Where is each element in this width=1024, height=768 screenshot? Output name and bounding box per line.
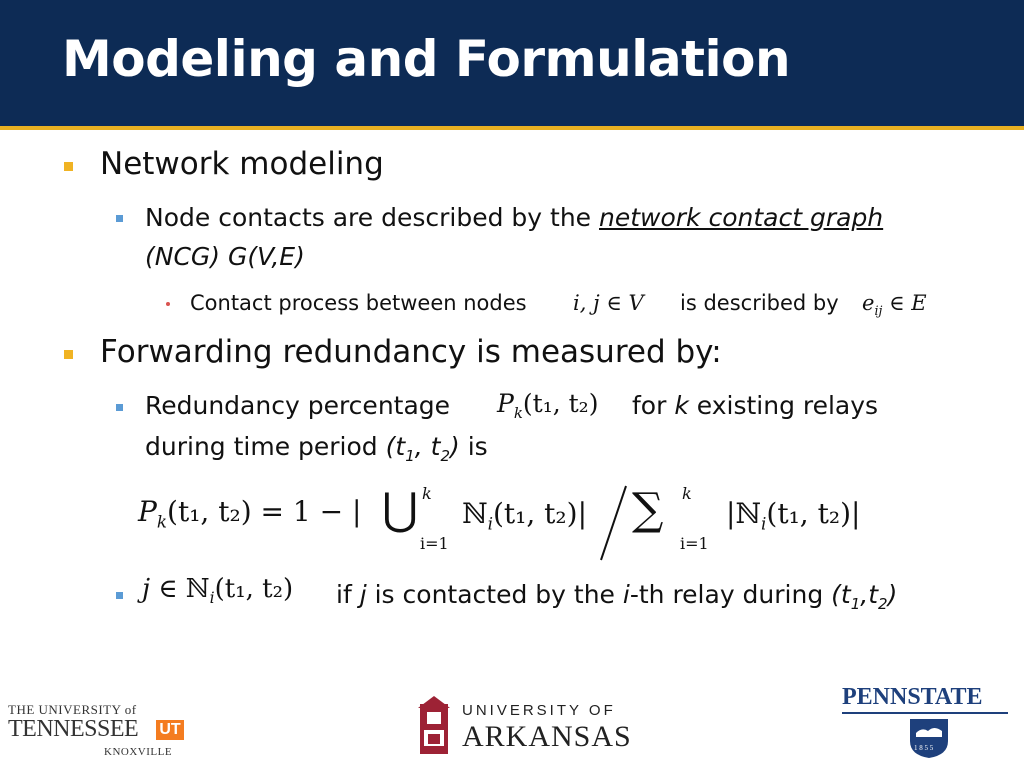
bullet-marker-l1 (64, 162, 73, 171)
sum-lower-limit: i=1 (680, 534, 709, 553)
described-by-text: is described by (680, 291, 839, 315)
math-pk: $P_k(t_1$, t₂) (497, 389, 599, 422)
university-of-arkansas-logo: UNIVERSITY OF ARKANSAS (414, 694, 644, 760)
redundancy-percentage-text: Redundancy percentage (145, 391, 451, 420)
bullet-marker-l1 (64, 350, 73, 359)
sum-symbol: ∑ (632, 484, 664, 535)
title-underline (0, 126, 1024, 130)
union-upper-limit: k (422, 484, 432, 503)
bullet-node-contacts (145, 203, 883, 232)
bullet-marker-l2 (116, 215, 123, 222)
bullet-marker-l2 (116, 592, 123, 599)
relay-contact-text: if j is contacted by the i-th relay during $(t_1,t_2)$ (336, 580, 898, 613)
slide-title: Modeling and Formulation (62, 30, 791, 88)
contact-process-text: Contact process between nodes (190, 291, 527, 315)
bullet-network-modeling: Network modeling (100, 146, 384, 182)
node-contacts-text: Node contacts are described by the (145, 203, 592, 232)
math-ij-in-v: i, j ∈ V (573, 291, 644, 315)
math-eij-in-e: $e_{ij}$ ∈ E (862, 291, 927, 319)
redundancy-formula: $P_k(t_1$, t₂) = 1 − | (138, 495, 362, 532)
math-j-in-ni: j ∈ ℕ$_i$(t₁, t₂) (142, 574, 294, 608)
penn-state-logo: PENNSTATE 1 8 5 5 (842, 684, 1012, 760)
bullet-marker-l2 (116, 404, 123, 411)
union-term: ℕ$_i$(t₁, t₂)| (462, 497, 588, 534)
university-of-tennessee-logo: THE UNIVERSITY of TENNESSEE UT KNOXVILLE (8, 702, 198, 762)
sum-term: |ℕ$_i$(t₁, t₂)| (726, 497, 861, 534)
union-symbol: ⋃ (382, 484, 419, 535)
ncg-term: network contact graph (599, 203, 884, 232)
ncg-definition: (NCG) G(V,E) (145, 242, 305, 271)
arkansas-tower-icon (414, 696, 454, 756)
division-slash (598, 484, 628, 562)
existing-relays-text: for k existing relays (632, 391, 879, 420)
time-period-text: during time period ($t_1$, $t_2$) is (145, 432, 488, 465)
union-lower-limit: i=1 (420, 534, 449, 553)
penn-state-shield-icon (908, 717, 950, 759)
sum-upper-limit: k (682, 484, 692, 503)
bullet-forwarding-redundancy: Forwarding redundancy is measured by: (100, 334, 722, 370)
bullet-marker-l3 (166, 302, 170, 306)
